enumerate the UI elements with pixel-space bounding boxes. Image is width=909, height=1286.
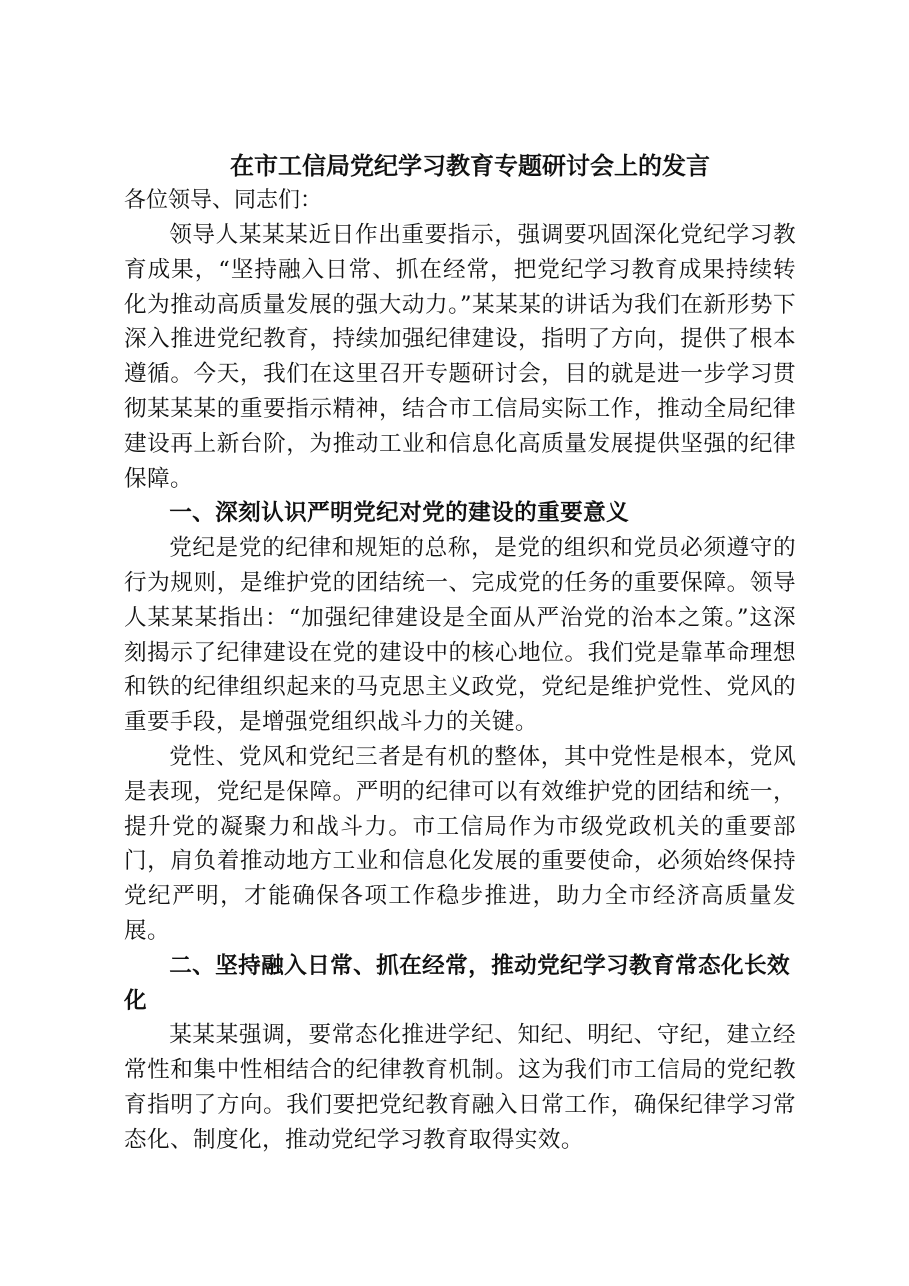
body-paragraph-4: 某某某强调，要常态化推进学纪、知纪、明纪、守纪，建立经常性和集中性相结合的纪律教育机制。这为我们市工信局的党纪教育指明了方向。我们要把党纪教育融入日常工作，确保纪律学习常态化、制度化，推动党纪学习教育取得实效。 (124, 1022, 796, 1153)
body-paragraph-1: 领导人某某某近日作出重要指示，强调要巩固深化党纪学习教育成果，“坚持融入日常、抓在经常，把党纪学习教育成果持续转化为推动高质量发展的强大动力。”某某某的讲话为我们在新形势下深入推进党纪教育，持续加强纪律建设，指明了方向，提供了根本遵循。今天，我们在这里召开专题研讨会，目的就是进一步学习贯彻某某某的重要指示精神，结合市工信局实际工作，推动全局纪律建设再上新台阶，为推动工业和信息化高质量发展提供坚强的纪律保障。 (124, 222, 796, 492)
section-heading-2: 二、坚持融入日常、抓在经常，推动党纪学习教育常态化长效化 (124, 952, 791, 1014)
document-title: 在市工信局党纪学习教育专题研讨会上的发言 (230, 151, 710, 180)
section-heading-1: 一、深刻认识严明党纪对党的建设的重要意义 (169, 500, 630, 527)
document-body (124, 148, 796, 1158)
body-paragraph-3: 党性、党风和党纪三者是有机的整体，其中党性是根本，党风是表现，党纪是保障。严明的纪律可以有效维护党的团结和统一，提升党的凝聚力和战斗力。市工信局作为市级党政机关的重要部门，肩负着推动地方工业和信息化发展的重要使命，必须始终保持党纪严明，才能确保各项工作稳步推进，助力全市经济高质量发展。 (124, 743, 796, 944)
body-paragraph-2: 党纪是党的纪律和规矩的总称，是党的组织和党员必须遵守的行为规则，是维护党的团结统一、完成党的任务的重要保障。领导人某某某指出：“加强纪律建设是全面从严治党的治本之策。”这深刻揭示了纪律建设在党的建设中的核心地位。我们党是靠革命理想和铁的纪律组织起来的马克思主义政党，党纪是维护党性、党风的重要手段，是增强党组织战斗力的关键。 (124, 535, 796, 736)
salutation: 各位领导、同志们： (124, 188, 323, 213)
